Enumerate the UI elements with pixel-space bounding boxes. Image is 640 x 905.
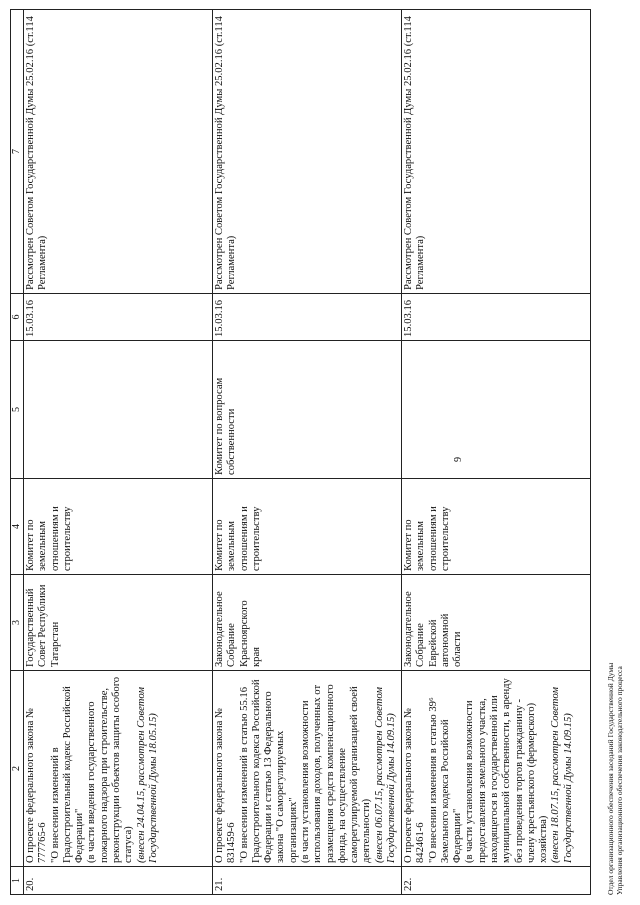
bill-status: (внесен 24.04.15, рассмотрен Советом Государственной Думы 18.05.15) bbox=[135, 687, 159, 863]
column-header-4: 4 bbox=[11, 479, 24, 575]
bill-title: "О внесении изменений в статью 55.16 Градостроительного кодекса Российской Федерации и статью 13 Федерального закона "О саморегулируемых организациях" bbox=[238, 679, 299, 863]
co-committee: Комитет по вопросам собственности bbox=[213, 341, 402, 479]
decision: Рассмотрен Советом Государственной Думы 25.02.16 (ст.114 Регламента) bbox=[213, 10, 402, 294]
row-number: 22. bbox=[402, 867, 591, 895]
bill-title: "О внесении изменения в статью 39⁶ Земельного кодекса Российской Федерации" bbox=[427, 697, 464, 863]
bill-number: О проекте федерального закона № 777765-6 bbox=[25, 707, 49, 863]
bill-scope: (в части установления возможности использования доходов, полученных от размещения средств компенсационного фонда, на осуществление саморегулируемой организацией своей деятельности) bbox=[299, 684, 373, 863]
footer bbox=[606, 663, 625, 895]
co-committee bbox=[402, 341, 591, 479]
bill-status: (внесен 06.07.15, рассмотрен Советом Государственной Думы 14.09.15) bbox=[373, 687, 397, 863]
committee: Комитет по земельным отношениям и строительству bbox=[402, 479, 591, 575]
initiator: Законодательное Собрание Еврейской автономной области bbox=[402, 575, 591, 671]
table-row bbox=[24, 10, 213, 895]
co-committee bbox=[24, 341, 213, 479]
row-number: 21. bbox=[213, 867, 402, 895]
bill-description bbox=[24, 671, 213, 867]
column-header-2: 2 bbox=[11, 671, 24, 867]
column-header-6: 6 bbox=[11, 294, 24, 341]
bill-title: "О внесении изменений в Градостроительный кодекс Российской Федерации" bbox=[49, 686, 86, 863]
column-header-1: 1 bbox=[11, 867, 24, 895]
bill-scope: (в части установления возможности предоставления земельного участка, находящегося в государственной или муниципальной собственности, в аренду без проведения торгов гражданину - члену крестьянского (фермерского) хозяйства) bbox=[464, 678, 550, 863]
initiator: Государственный Совет Республики Татарстан bbox=[24, 575, 213, 671]
footer-line-1: Отдел организационного обеспечения заседаний Государственной Думы bbox=[606, 662, 615, 895]
date: 15.03.16 bbox=[24, 294, 213, 341]
column-header-7: 7 bbox=[11, 10, 24, 294]
page-number: 9 bbox=[453, 457, 464, 462]
footer-line-2: Управления организационного обеспечения законодательного процесса bbox=[615, 666, 625, 895]
bill-description bbox=[402, 671, 591, 867]
date: 15.03.16 bbox=[213, 294, 402, 341]
bill-description bbox=[213, 671, 402, 867]
column-header-5: 5 bbox=[11, 341, 24, 479]
committee: Комитет по земельным отношениям и строительству bbox=[24, 479, 213, 575]
bills-table bbox=[10, 9, 591, 895]
bill-number: О проекте федерального закона № 831459-6 bbox=[214, 707, 238, 863]
bill-scope: (в части введения государственного пожарного надзора при строительстве, реконструкции объектов защиты особого статуса) bbox=[86, 676, 135, 863]
decision: Рассмотрен Советом Государственной Думы 25.02.16 (ст.114 Регламента) bbox=[24, 10, 213, 294]
date: 15.03.16 bbox=[402, 294, 591, 341]
table-row bbox=[213, 10, 402, 895]
committee: Комитет по земельным отношениям и строительству bbox=[213, 479, 402, 575]
column-header-row bbox=[11, 10, 24, 895]
column-header-3: 3 bbox=[11, 575, 24, 671]
bill-status: (внесен 18.07.15, рассмотрен Советом Государственной Думы 14.09.15) bbox=[550, 687, 574, 863]
bill-number: О проекте федерального закона № 842461-6 bbox=[403, 707, 427, 863]
decision: Рассмотрен Советом Государственной Думы 25.02.16 (ст.114 Регламента) bbox=[402, 10, 591, 294]
row-number: 20. bbox=[24, 867, 213, 895]
initiator: Законодательное Собрание Красноярского края bbox=[213, 575, 402, 671]
table-row bbox=[402, 10, 591, 895]
